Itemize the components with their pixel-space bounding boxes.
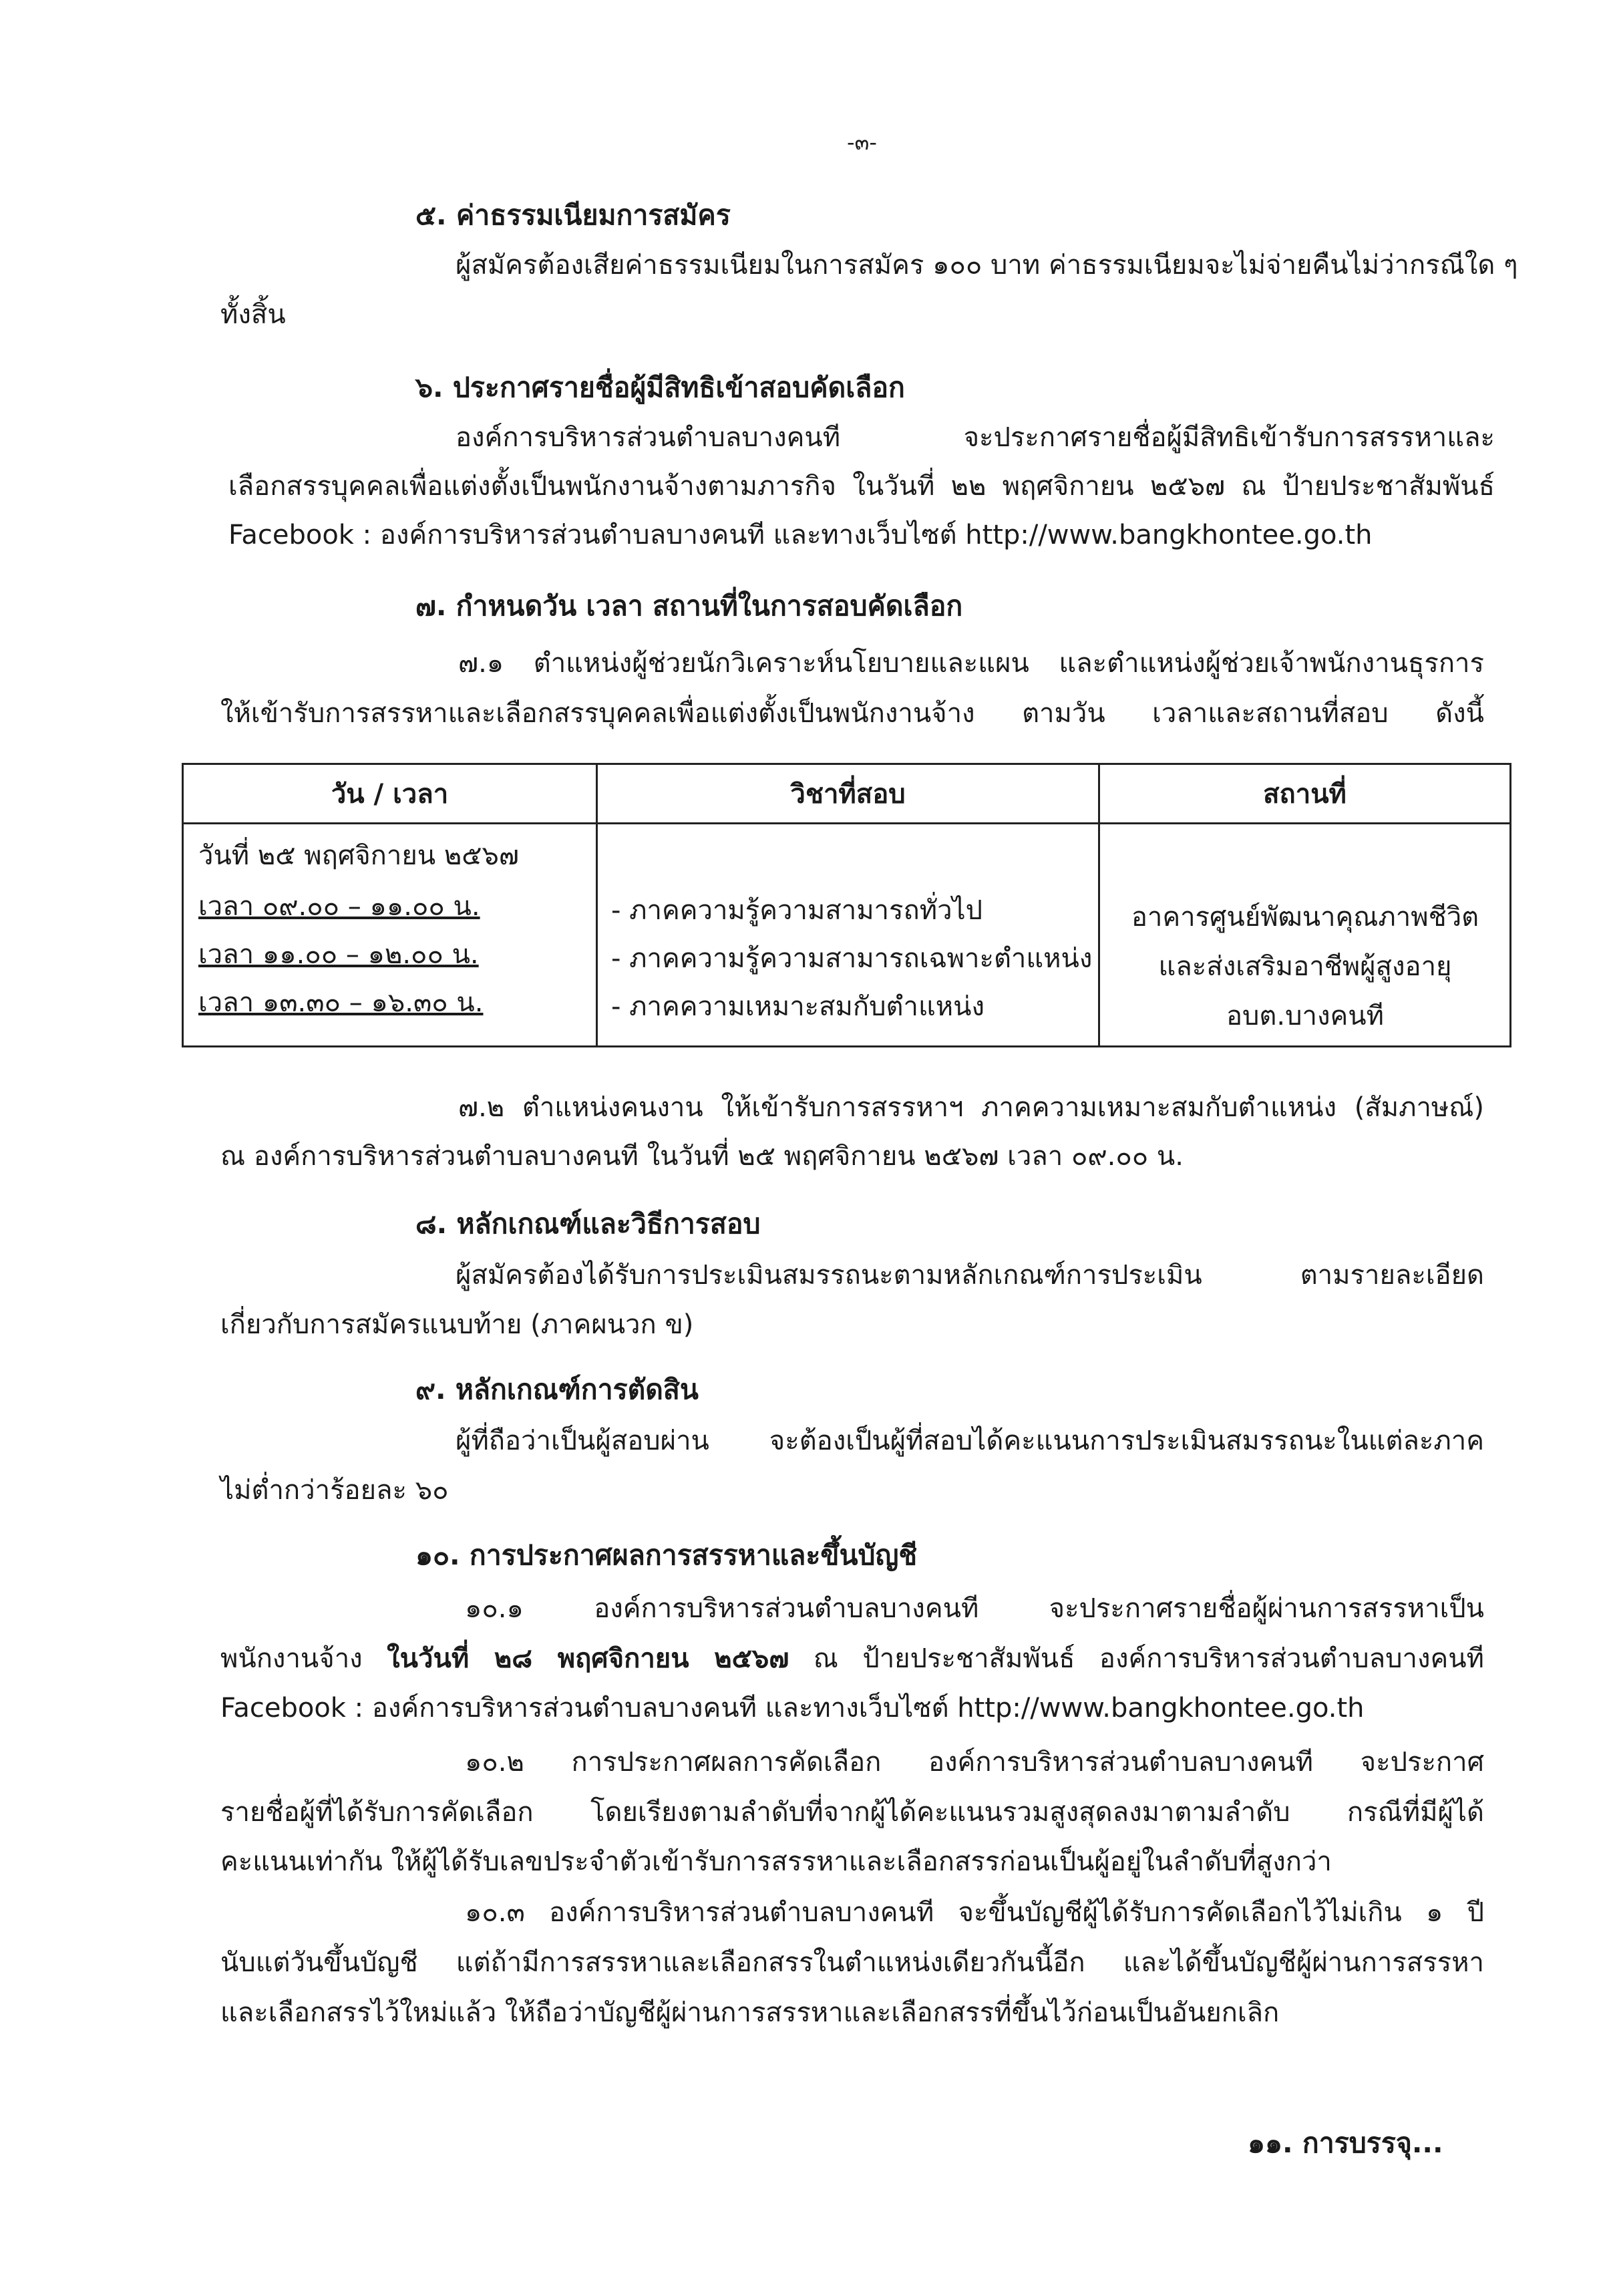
section-10-heading: ๑๐. การประกาศผลการสรรหาและขึ้นบัญชี [415, 1539, 918, 1571]
location-line-3: อบต.บางคนที [1226, 1001, 1384, 1031]
section-8-line-2: เกี่ยวกับการสมัครแนบท้าย (ภาคผนวก ข) [220, 1309, 694, 1340]
section-7-line-1: ๗.๑ ตำแหน่งผู้ช่วยนักวิเคราะห์นโยบายและแผน และตำแหน่งผู้ช่วยเจ้าพนักงานธุรการ [458, 648, 1484, 679]
section-7-line-3: ๗.๒ ตำแหน่งคนงาน ให้เข้ารับการสรรหาฯ ภาคความเหมาะสมกับตำแหน่ง (สัมภาษณ์) [458, 1092, 1484, 1123]
section-9-heading: ๙. หลักเกณฑ์การตัดสิน [415, 1373, 699, 1406]
section-10-line-4: ๑๐.๒ การประกาศผลการคัดเลือก องค์การบริหารส่วนตำบลบางคนที จะประกาศ [465, 1747, 1484, 1778]
section-10-line-2-lead: พนักงานจ้าง [220, 1643, 387, 1674]
section-10-line-2 [220, 1637, 1484, 1679]
section-6-line-3: Facebook : องค์การบริหารส่วนตำบลบางคนที และทางเว็บไซต์ http://www.bangkhontee.go.th [228, 520, 1373, 550]
section-9-line-1: ผู้ที่ถือว่าเป็นผู้สอบผ่าน จะต้องเป็นผู้ที่สอบได้คะแนนการประเมินสมรรถนะในแต่ละภาค [456, 1426, 1484, 1456]
section-10-line-2-tail: ณ ป้ายประชาสัมพันธ์ องค์การบริหารส่วนตำบลบางคนที [789, 1643, 1484, 1674]
section-7-line-4: ณ องค์การบริหารส่วนตำบลบางคนที ในวันที่ ๒๕ พฤศจิกายน ๒๕๖๗ เวลา ๐๙.๐๐ น. [220, 1141, 1184, 1172]
table-header-row [183, 764, 1511, 824]
section-7-line-2: ให้เข้ารับการสรรหาและเลือกสรรบุคคลเพื่อแต่งตั้งเป็นพนักงานจ้าง ตามวัน เวลาและสถานที่สอบ ดังนี้ [220, 698, 1484, 729]
section-5-paragraph-line-2: ทั้งสิ้น [220, 299, 286, 330]
exam-date: วันที่ ๒๕ พฤศจิกายน ๒๕๖๗ [198, 840, 519, 871]
section-6-line-2: เลือกสรรบุคคลเพื่อแต่งตั้งเป็นพนักงานจ้างตามภารกิจ ในวันที่ ๒๒ พฤศจิกายน ๒๕๖๗ ณ ป้ายประชาสัมพันธ์ [228, 471, 1495, 502]
subject-cell [597, 824, 1099, 1047]
section-5-paragraph-line-1: ผู้สมัครต้องเสียค่าธรรมเนียมในการสมัคร ๑๐๐ บาท ค่าธรรมเนียมจะไม่จ่ายคืนไม่ว่ากรณีใด ๆ [456, 250, 1518, 281]
section-10-line-7: ๑๐.๓ องค์การบริหารส่วนตำบลบางคนที จะขึ้นบัญชีผู้ได้รับการคัดเลือกไว้ไม่เกิน ๑ ปี [465, 1897, 1484, 1928]
exam-time-3: เวลา ๑๓.๓๐ – ๑๖.๓๐ น. [198, 987, 484, 1018]
subject-1: - ภาคความรู้ความสามารถทั่วไป [611, 895, 983, 926]
header-subject: วิชาที่สอบ [597, 764, 1099, 824]
section-10-line-9: และเลือกสรรไว้ใหม่แล้ว ให้ถือว่าบัญชีผู้ผ่านการสรรหาและเลือกสรรที่ขึ้นไว้ก่อนเป็นอันยกเลิก [220, 1997, 1280, 2028]
next-page-indicator: ๑๑. การบรรจุ... [1248, 2127, 1443, 2159]
section-10-line-5: รายชื่อผู้ที่ได้รับการคัดเลือก โดยเรียงตามลำดับที่จากผู้ได้คะแนนรวมสูงสุดลงมาตามลำดับ กรณีที่มีผู้ได้ [220, 1797, 1484, 1828]
date-time-cell [183, 824, 597, 1047]
table-row [183, 824, 1511, 1047]
section-9-line-2: ไม่ต่ำกว่าร้อยละ ๖๐ [220, 1475, 449, 1506]
section-10-line-8: นับแต่วันขึ้นบัญชี แต่ถ้ามีการสรรหาและเลือกสรรในตำแหน่งเดียวกันนี้อีก และได้ขึ้นบัญชีผู้ผ่านการสรรหา [220, 1947, 1484, 1978]
location-cell [1099, 824, 1511, 1047]
section-5-heading: ๕. ค่าธรรมเนียมการสมัคร [415, 199, 731, 231]
exam-time-1: เวลา ๐๙.๐๐ – ๑๑.๐๐ น. [198, 891, 480, 922]
section-8-line-1: ผู้สมัครต้องได้รับการประเมินสมรรถนะตามหลักเกณฑ์การประเมิน ตามรายละเอียด [456, 1260, 1484, 1291]
section-8-heading: ๘. หลักเกณฑ์และวิธีการสอบ [415, 1208, 761, 1240]
section-10-announce-date: ในวันที่ ๒๘ พฤศจิกายน ๒๕๖๗ [387, 1643, 789, 1674]
location-line-2: และส่งเสริมอาชีพผู้สูงอายุ [1158, 951, 1452, 982]
section-10-line-1: ๑๐.๑ องค์การบริหารส่วนตำบลบางคนที จะประกาศรายชื่อผู้ผ่านการสรรหาเป็น [465, 1593, 1484, 1624]
exam-schedule-table [182, 763, 1511, 1047]
exam-time-2: เวลา ๑๑.๐๐ – ๑๒.๐๐ น. [198, 939, 479, 970]
subject-3: - ภาคความเหมาะสมกับตำแหน่ง [611, 991, 985, 1022]
section-6-line-1: องค์การบริหารส่วนตำบลบางคนที จะประกาศรายชื่อผู้มีสิทธิเข้ารับการสรรหาและ [456, 422, 1495, 453]
header-date-time: วัน / เวลา [183, 764, 597, 824]
section-6-heading: ๖. ประกาศรายชื่อผู้มีสิทธิเข้าสอบคัดเลือก [415, 371, 905, 403]
header-location: สถานที่ [1099, 764, 1511, 824]
section-10-line-3: Facebook : องค์การบริหารส่วนตำบลบางคนที และทางเว็บไซต์ http://www.bangkhontee.go.th [220, 1693, 1365, 1724]
subject-2: - ภาคความรู้ความสามารถเฉพาะตำแหน่ง [611, 943, 1093, 974]
section-10-line-6: คะแนนเท่ากัน ให้ผู้ได้รับเลขประจำตัวเข้ารับการสรรหาและเลือกสรรก่อนเป็นผู้อยู่ในลำดับที่สูงกว่า [220, 1846, 1332, 1877]
page-number: -๓- [847, 130, 877, 155]
location-line-1: อาคารศูนย์พัฒนาคุณภาพชีวิต [1131, 902, 1479, 933]
section-7-heading: ๗. กำหนดวัน เวลา สถานที่ในการสอบคัดเลือก [415, 590, 963, 622]
